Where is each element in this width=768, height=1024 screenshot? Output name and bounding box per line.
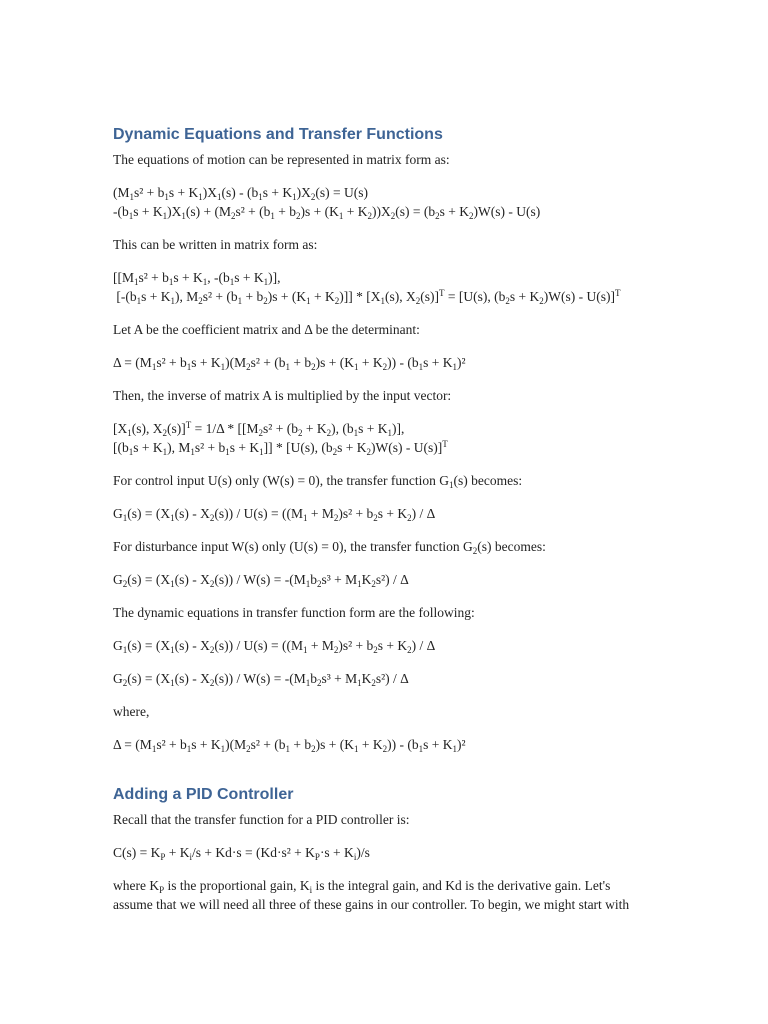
intro-paragraph: The equations of motion can be represented in matrix form as: [113,152,450,167]
then-inverse-paragraph: Then, the inverse of matrix A is multiplied by the input vector: [113,388,452,403]
matrix-form-label: This can be written in matrix form as: [113,237,318,252]
equation-block-matrix: [[$M_1s^2 + b_1s + K_1$, $-(b_1s + K_1)$], [$-(b_1s + K_1)$, $M_2s^2 + (b_1 + b_2)s + (K_1 + K_2)]] * [X_1(s)$, $X_2(s)]^T = [U(s)$, $(b_2s + K_2)W(s) - U(s)]^T$ [113,270,621,306]
equation-determinant-summary: $\Delta = (M_1s^2 + b_1s + K_1)(M_2s^2 + (b_1 + b_2)s + (K_1 + K_2)) - (b_1s + K_1)^2$ [113,737,466,754]
control-input-paragraph: For control input U(s) only (W(s) = 0), the transfer function $G_1(s)$ becomes: [113,473,523,490]
where-gains-paragraph: where $K_P$ is the proportional gain, $K_i$ is the integral gain, and Kd is the derivative gain. Let's assume that we will need all three of these gains in our controller. To begin, we might start with [113,878,630,912]
recall-paragraph: Recall that the transfer function for a PID controller is: [113,812,410,827]
equation-g1-summary: $G_1(s) = (X_1(s) - X_2(s)) / U(s) = ((M_1 + M_2)s^2 + b_2s + K_2) / \Delta$ [113,638,436,655]
section-heading-pid: Adding a PID Controller [113,786,294,803]
equation-pid: $C(s) = K_P + K_i/s + Kd\cdot s = (Kd\cdot s^2 + K_P\cdot s + K_i)/s$ [113,845,370,862]
equation-determinant: $\Delta = (M_1s^2 + b_1s + K_1)(M_2s^2 + (b_1 + b_2)s + (K_1 + K_2)) - (b_1s + K_1)^2$ [113,355,466,372]
document-page [113,120,653,928]
equation-g2-summary: $G_2(s) = (X_1(s) - X_2(s)) / W(s) = -(M_1b_2s^3 + M_1K_2s^2) / \Delta$ [113,671,409,688]
disturbance-input-paragraph: For disturbance input W(s) only (U(s) = 0), the transfer function $G_2(s)$ becomes: [113,539,546,556]
section-heading-dynamic-equations: Dynamic Equations and Transfer Functions [113,126,443,143]
equation-g2: $G_2(s) = (X_1(s) - X_2(s)) / W(s) = -(M_1b_2s^3 + M_1K_2s^2) / \Delta$ [113,572,409,589]
equation-block-motion: $(M_1s^2 + b_1s + K_1)X_1(s) - (b_1s + K_1)X_2(s) = U(s)$ $-(b_1s + K_1)X_1(s) + (M_2s^2 + (b_1 + b_2)s + (K_1 + K_2))X_2(s) = (b_2s + K_2)W(s) - U(s)$ [113,185,541,221]
equation-block-inverse: [$X_1(s)$, $X_2(s)]^T = 1/\Delta * [[M_2s^2 + (b_2 + K_2)$, $(b_1s + K_1)$], [$(b_1s + K_1)$, $M_1s^2 + b_1s + K_1]] * [U(s)$, $(b_2s + K_2)W(s) - U(s)]^T$ [113,420,448,457]
where-label: where, [113,704,150,719]
let-a-paragraph: Let A be the coefficient matrix and Δ be the determinant: [113,322,420,337]
equation-g1: $G_1(s) = (X_1(s) - X_2(s)) / U(s) = ((M_1 + M_2)s^2 + b_2s + K_2) / \Delta$ [113,506,436,523]
dynamic-equations-paragraph: The dynamic equations in transfer function form are the following: [113,605,475,620]
